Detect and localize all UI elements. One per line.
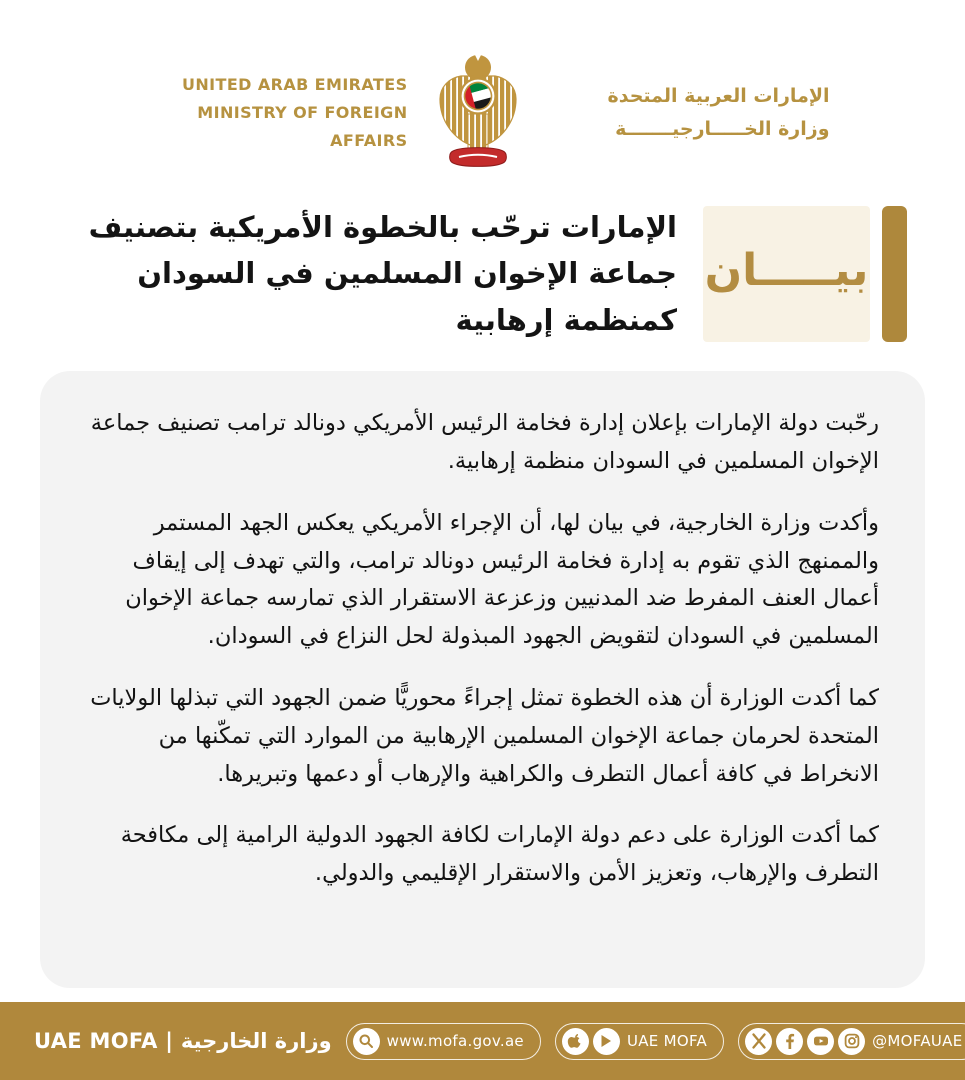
apps-pill[interactable] [555, 1023, 724, 1060]
header-en-line1: UNITED ARAB EMIRATES [181, 75, 408, 94]
instagram-icon [838, 1028, 865, 1055]
x-icon [745, 1028, 772, 1055]
website-pill[interactable] [346, 1023, 541, 1060]
statement-badge-bar [882, 206, 907, 342]
apple-icon [562, 1028, 589, 1055]
statement-badge-box [703, 206, 870, 342]
body-card [40, 371, 925, 988]
body-paragraph-3: كما أكدت الوزارة أن هذه الخطوة تمثل إجراءً محوريًّا ضمن الجهود التي تبذلها الولايات المتحدة لحرمان جماعة الإخوان المسلمين الإرهابية من الموارد التي تمكّنها من الانخراط في كافة أعمال التطرف والكراهية والإرهاب أو دعمها وتبريرها. [90, 684, 879, 787]
header [0, 52, 965, 174]
body-paragraph-1: رحّبت دولة الإمارات بإعلان إدارة فخامة الرئيس الأمريكي دونالد ترامب تصنيف جماعة الإخوان المسلمين في السودان منظمة إرهابية. [90, 410, 879, 474]
footer [0, 1002, 965, 1080]
uae-falcon-emblem-icon [428, 52, 528, 174]
footer-brand: UAE MOFA | وزارة الخارجية [34, 1029, 332, 1053]
search-icon [353, 1028, 380, 1055]
header-ar-line2: وزارة الخـــــارجيـــــــة [615, 118, 830, 140]
statement-badge-label: بيـــــان [704, 244, 869, 296]
header-english-name [136, 71, 408, 155]
statement-section [60, 204, 907, 343]
header-en-line2: MINISTRY OF FOREIGN AFFAIRS [197, 103, 408, 150]
social-handle: @MOFAUAE [872, 1032, 963, 1050]
apps-label: UAE MOFA [626, 1032, 708, 1050]
social-pill[interactable] [738, 1023, 965, 1060]
body-paragraph-2: وأكدت وزارة الخارجية، في بيان لها، أن الإجراء الأمريكي يعكس الجهد المستمر والممنهج الذي تقوم به إدارة فخامة الرئيس دونالد ترامب، والتي تهدف إلى إيقاف أعمال العنف المفرط ضد المدنيين وزعزعة الاستقرار الذي تمارسه جماعة الإخوان المسلمين في السودان لتقويض الجهود المبذولة لحل النزاع في السودان. [125, 509, 879, 650]
facebook-icon [776, 1028, 803, 1055]
body-paragraph-4: كما أكدت الوزارة على دعم دولة الإمارات لكافة الجهود الدولية الرامية إلى مكافحة التطرف والإرهاب، وتعزيز الأمن والاستقرار الإقليمي والدولي. [120, 822, 879, 887]
website-url: www.mofa.gov.ae [386, 1032, 524, 1050]
header-ar-line1: الإمارات العربية المتحدة [607, 84, 830, 107]
social-icons [745, 1028, 865, 1055]
google-play-icon [593, 1028, 620, 1055]
statement-title: الإمارات ترحّب بالخطوة الأمريكية بتصنيف جماعة الإخوان المسلمين في السودان كمنظمة إرهابية [88, 210, 677, 337]
header-arabic-name [548, 80, 830, 147]
body-wrap [40, 371, 925, 988]
statement-badge [703, 206, 907, 342]
youtube-icon [807, 1028, 834, 1055]
app-store-icons [562, 1028, 620, 1055]
